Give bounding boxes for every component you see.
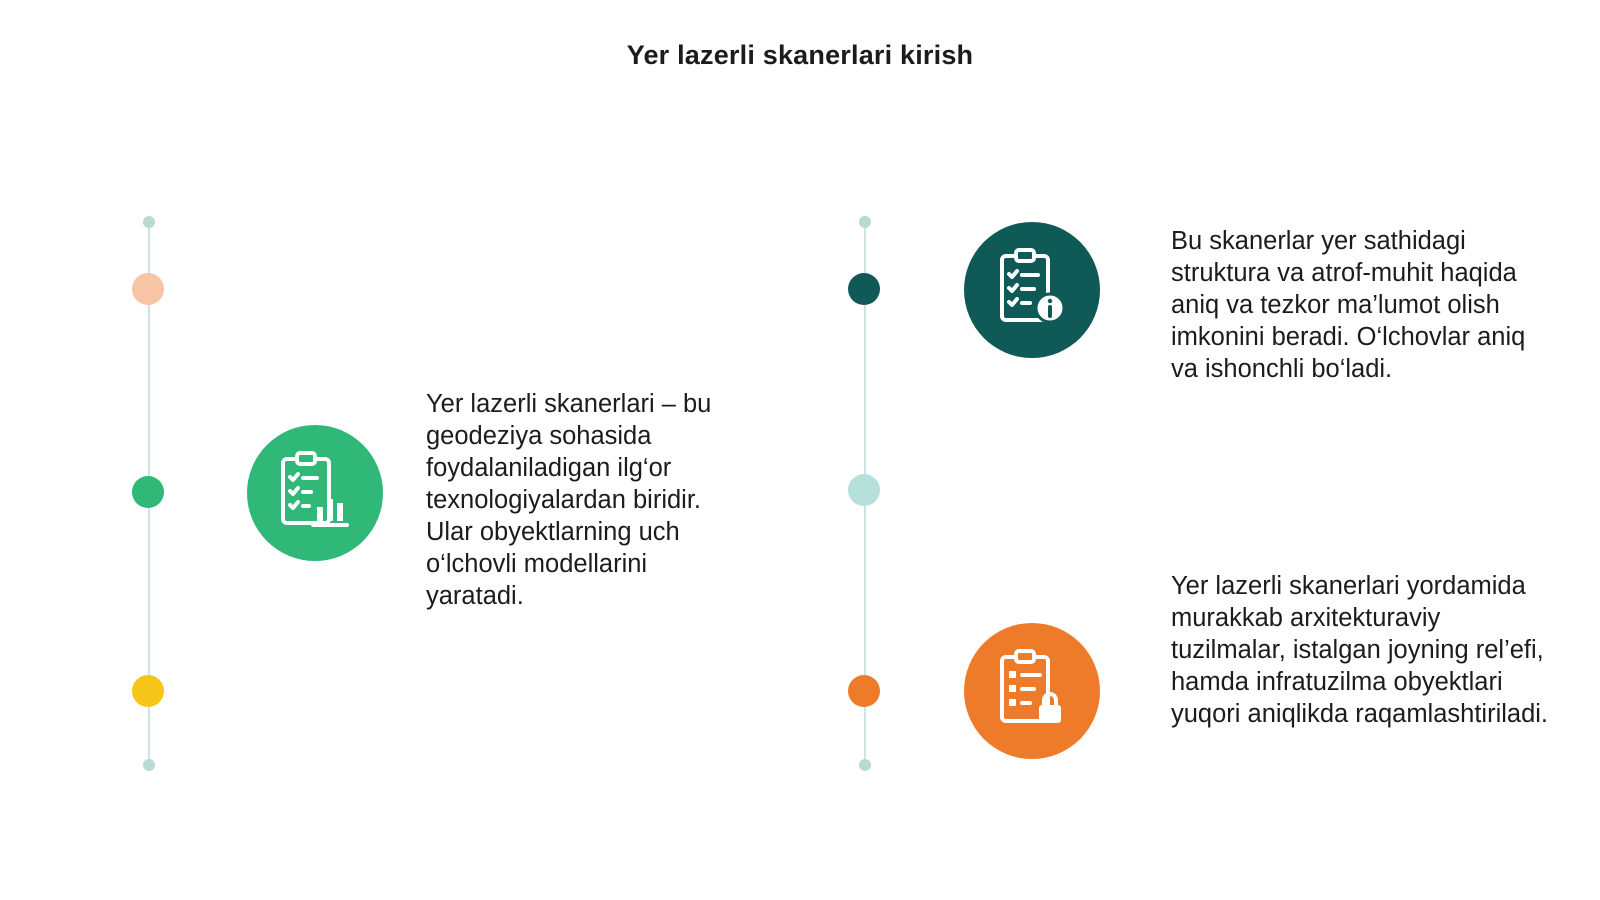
item-3-text: Yer lazerli skanerlari yordamida murakkab arxitekturaviy tuzilmalar, istalgan joyning rel’efi, hamda infratuzilma obyektlari yuqori aniqlikda raqamlashtiriladi. <box>1171 572 1549 728</box>
right-timeline-start-dot <box>859 216 871 228</box>
right-timeline-dot-mint <box>848 474 880 506</box>
left-timeline-dot-peach <box>132 273 164 305</box>
item-1-icon-circle <box>247 425 383 561</box>
clipboard-info-icon <box>994 246 1070 335</box>
left-timeline-dot-green <box>132 476 164 508</box>
right-timeline-dot-dark-teal <box>848 273 880 305</box>
right-timeline-end-dot <box>859 759 871 771</box>
clipboard-chart-icon <box>277 449 353 538</box>
clipboard-lock-icon <box>994 647 1070 736</box>
item-1-text: Yer lazerli skanerlari – bu geodeziya sohasida foydalaniladigan ilg‘or texnologiyalardan biridir. Ular obyektlarning uch o‘lchovli modellarini yaratadi. <box>426 390 712 610</box>
page-title: Yer lazerli skanerlari kirish <box>626 40 974 70</box>
item-3-icon-circle <box>964 623 1100 759</box>
left-timeline-end-dot <box>143 759 155 771</box>
left-timeline-start-dot <box>143 216 155 228</box>
right-timeline-dot-orange <box>848 675 880 707</box>
item-2-icon-circle <box>964 222 1100 358</box>
left-timeline-dot-yellow <box>132 675 164 707</box>
item-2-text: Bu skanerlar yer sathidagi struktura va atrof-muhit haqida aniq va tezkor ma’lumot olish imkonini beradi. O‘lchovlar aniq va ishonchli bo‘ladi. <box>1171 227 1526 383</box>
